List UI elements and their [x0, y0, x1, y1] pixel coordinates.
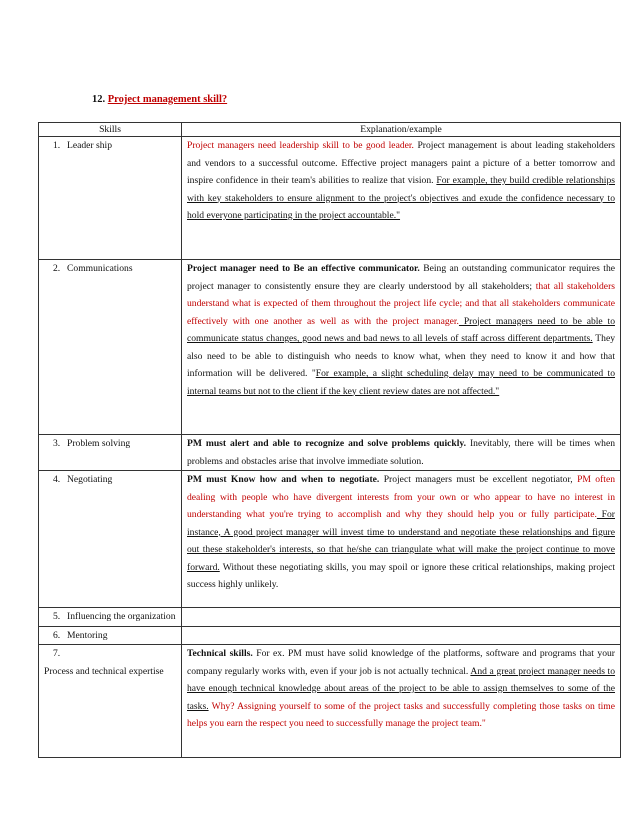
table-header-row: [39, 123, 621, 137]
explanation-cell: [182, 645, 621, 758]
explanation-text: Why? Assigning yourself to some of the project tasks and successfully completing those tasks on time helps you earn the respect you need to successfully manage the project team.": [187, 700, 615, 729]
explanation-text: Project manager need to Be an effective communicator.: [187, 263, 420, 274]
skill-label: Communications: [67, 263, 133, 274]
header-explanation: Explanation/example: [182, 123, 621, 137]
explanation-text: Project management is about leading stakeholders and vendors to a successful outcome. Effective project managers paint a picture of a better tomorrow and inspire confidence in their team's abilities to realize that vision.: [187, 140, 616, 186]
explanation-cell: [182, 608, 621, 627]
skill-label: Leader ship: [67, 140, 113, 151]
skill-label: Negotiating: [67, 474, 113, 485]
row-number: 3.: [53, 438, 61, 449]
explanation-text: PM must alert and able to recognize and solve problems quickly.: [187, 438, 467, 449]
explanation-cell: [182, 626, 621, 645]
row-number: 5.: [53, 611, 61, 622]
section-number: 12.: [92, 94, 106, 105]
table-row: [39, 626, 621, 645]
header-skills: Skills: [39, 123, 182, 137]
row-number: 1.: [53, 140, 61, 151]
explanation-cell: [182, 435, 621, 471]
explanation-text: that all stakeholders understand what is expected of them throughout the project life cycle; and that all stakeholders communicate effectively with one another as well as with the project manager.: [187, 280, 615, 327]
table-row: [39, 471, 621, 608]
explanation-text: PM often dealing with people who have divergent interests from your own or who appear to have no interest in understanding what you're trying to accomplish and why they should help you or fully participate.: [187, 474, 616, 520]
skills-table: [38, 122, 621, 758]
explanation-cell: [182, 471, 621, 608]
table-row: [39, 137, 621, 260]
explanation-text: Project managers need leadership skill to be good leader.: [187, 140, 414, 151]
explanation-cell: [182, 137, 621, 260]
table-row: [39, 645, 621, 758]
explanation-text: For example, they build credible relationships with key stakeholders to ensure alignment to the project's objectives and exude the confidence necessary to hold everyone participating in the project accountable.": [187, 175, 615, 221]
explanation-text: Without these negotiating skills, you may spoil or ignore these critical relationships, making project success highly unlikely.: [187, 561, 615, 590]
explanation-text: They also need to be able to distinguish who needs to know what, when they need to know it and how that information will be delivered. ": [187, 333, 616, 379]
table-row: [39, 260, 621, 435]
table-row: [39, 435, 621, 471]
explanation-cell: [182, 260, 621, 435]
skill-label: Influencing the organization: [67, 611, 176, 622]
section-heading: [92, 94, 227, 105]
explanation-text: And a great project manager needs to have enough technical knowledge about areas of the project to be able to assign themselves to some of the tasks.: [187, 665, 616, 712]
explanation-text: Being an outstanding communicator requires the project manager to consistently ensure they are clearly understood by all stakeholders;: [187, 263, 615, 292]
explanation-text: Technical skills.: [187, 648, 253, 659]
skill-label: Process and technical expertise: [44, 665, 164, 677]
explanation-text: For example, a slight scheduling delay may need to be communicated to internal teams but not to the client if the key client review dates are not affected.": [187, 368, 615, 397]
explanation-text: For ex. PM must have solid knowledge of the platforms, software and programs that your company regularly works with, even if your job is not actually technical.: [187, 648, 615, 677]
explanation-text: PM must Know how and when to negotiate.: [187, 474, 380, 485]
explanation-text: Project managers need to be able to communicate status changes, good news and bad news to all levels of staff across different departments.: [187, 315, 615, 344]
skill-label: Mentoring: [67, 629, 108, 641]
row-number: 2.: [53, 263, 61, 274]
skill-label: Problem solving: [67, 438, 131, 449]
row-number: 7.: [53, 648, 61, 659]
explanation-text: For instance, A good project manager will invest time to understand and negotiate these relationships and figure out these stakeholder's interests, so that he/she can triangulate what will make the project continue to move forward.: [187, 509, 615, 573]
table-row: [39, 608, 621, 627]
row-number: 4.: [53, 474, 61, 485]
section-title: Project management skill?: [107, 94, 228, 105]
explanation-text: Project managers must be excellent negotiator,: [379, 474, 578, 485]
explanation-text: Inevitably, there will be times when problems and obstacles arise that involve immediate solution.: [187, 438, 616, 467]
row-number: 6.: [53, 629, 61, 641]
